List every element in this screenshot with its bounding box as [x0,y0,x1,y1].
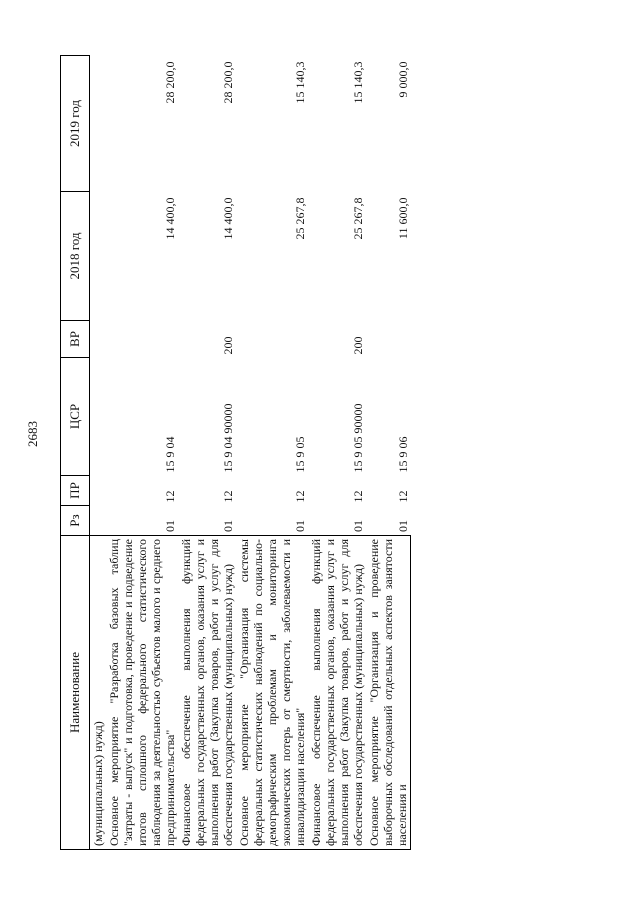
row-pr: 12 [395,490,410,503]
row-2018: 14 400,0 [221,197,235,240]
row-rz: 01 [395,520,410,532]
row-2018 [90,192,107,321]
row-vr [90,321,107,358]
row-pr: 12 [221,490,235,503]
budget-table [60,55,411,850]
row-vr: 200 [351,336,365,355]
row-name: Основное мероприятие "Разработка базовых таблиц "затраты - выпуск" и подготовка, проведение и подведение итогов сплошного федерального статистического наблюдения за деятельностью субъектов малого и среднего предпринимательства" [106,536,178,850]
row-name: Основное мероприятие "Организация и проведение выборочных обследований отдельных аспектов занятости населения и [366,536,411,850]
row-rz: 01 [293,520,307,532]
row-2018: 25 267,8 [293,197,307,240]
header-pr: ПР [61,476,90,506]
table-header-row [61,56,90,850]
row-vr [236,321,308,358]
row-csr: 15 9 04 90000 [221,403,235,473]
header-csr: ЦСР [61,358,90,476]
row-2019: 15 140,3 [351,61,365,104]
row-name: (муниципальных) нужд) [90,536,107,850]
row-2018: 14 400,0 [163,197,177,240]
budget-table-page [60,56,590,850]
page-number: 2683 [25,421,40,447]
row-pr: 12 [293,490,307,503]
row-2019: 15 140,3 [293,61,307,104]
row-csr: 15 9 05 90000 [351,403,365,473]
row-name: Основное мероприятие "Организация системы федеральных статистических наблюдений по социально-демографическим проблемам и мониторинга экономических потерь от смертности, заболеваемости и инвалидизации населения" [236,536,308,850]
header-2019: 2019 год [61,56,90,192]
table-row [236,56,308,850]
row-csr: 15 9 05 [293,436,307,473]
row-csr [90,358,107,476]
table-row [90,56,107,850]
row-2019: 28 200,0 [221,61,235,104]
table-row [178,56,236,850]
row-rz: 01 [351,520,365,532]
row-pr: 12 [163,490,177,503]
row-rz: 01 [163,520,177,532]
header-rz: Рз [61,506,90,536]
row-name: Финансовое обеспечение выполнения функций федеральных государственных органов, оказания услуг и выполнения работ (Закупка товаров, работ и услуг для обеспечения государственных (муниципальных) нужд) [308,536,366,850]
row-2018: 11 600,0 [395,197,410,240]
row-pr [90,476,107,506]
row-name: Финансовое обеспечение выполнения функций федеральных государственных органов, оказания услуг и выполнения работ (Закупка товаров, работ и услуг для обеспечения государственных (муниципальных) нужд) [178,536,236,850]
row-2019: 9 000,0 [395,61,410,98]
row-2018: 25 267,8 [351,197,365,240]
row-vr [366,321,411,358]
header-name: Наименование [61,536,90,850]
header-vr: ВР [61,321,90,358]
row-2019 [90,56,107,192]
row-rz: 01 [221,520,235,532]
row-csr: 15 9 04 [163,436,177,473]
header-2018: 2018 год [61,192,90,321]
row-csr: 15 9 06 [395,436,410,473]
row-pr: 12 [351,490,365,503]
row-2019: 28 200,0 [163,61,177,104]
row-rz [90,506,107,536]
table-row [366,56,411,850]
table-row [106,56,178,850]
row-vr [106,321,178,358]
row-vr: 200 [221,336,235,355]
table-row [308,56,366,850]
